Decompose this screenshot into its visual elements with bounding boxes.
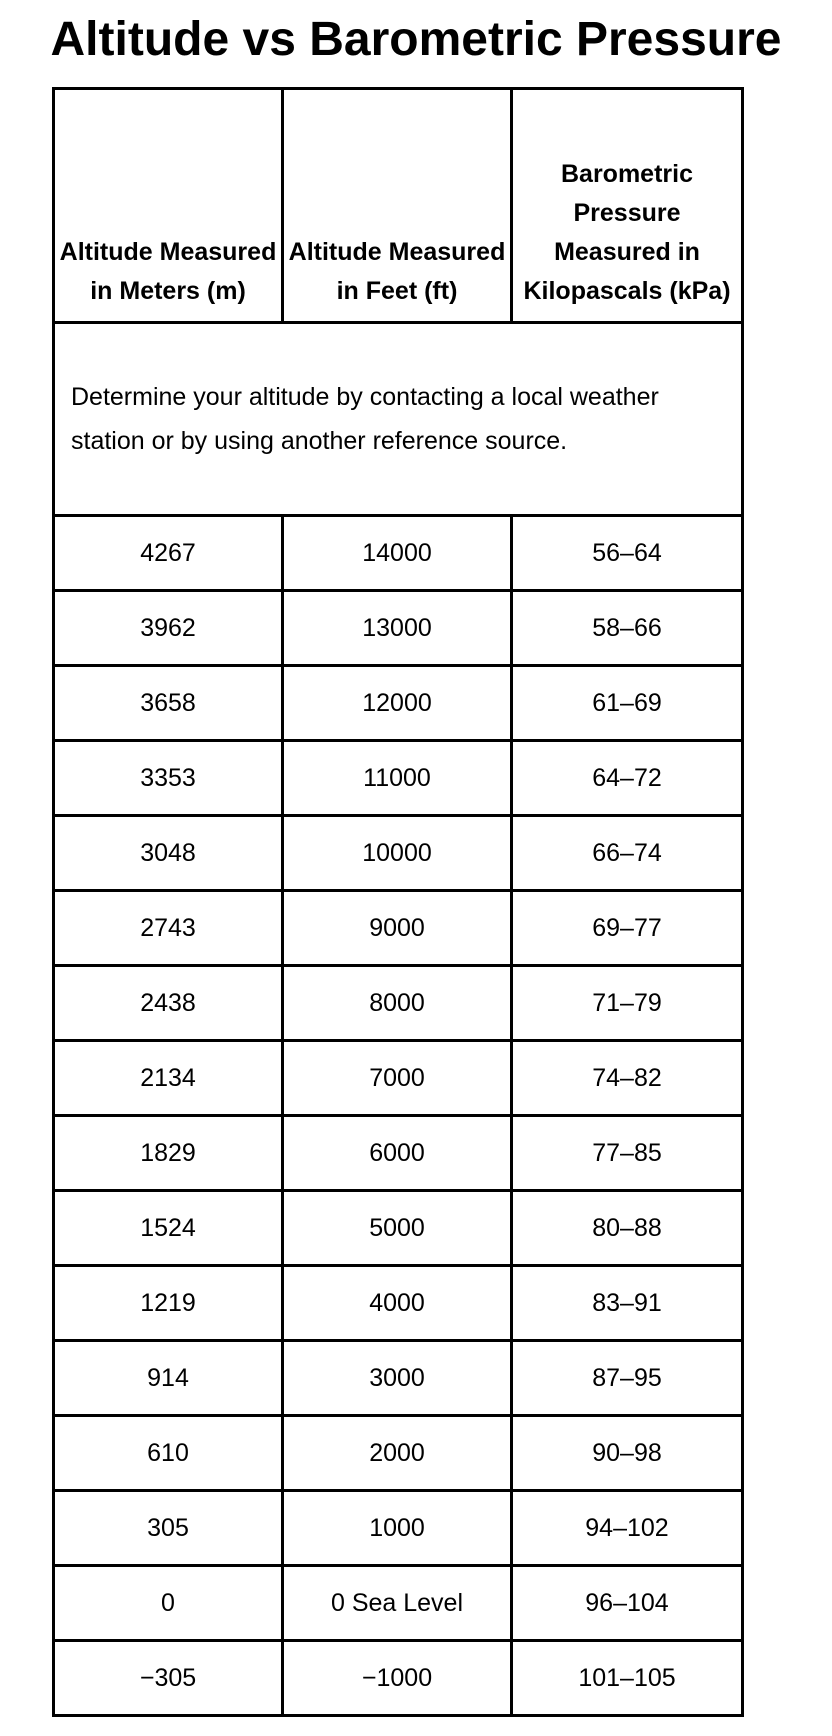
kilopascals-cell: 83–91 xyxy=(512,1266,743,1341)
header-kilopascals: Barometric Pressure Measured in Kilopascals (kPa) xyxy=(512,89,743,323)
table-row xyxy=(54,1041,743,1116)
kilopascals-cell: 66–74 xyxy=(512,816,743,891)
feet-cell: 0 Sea Level xyxy=(283,1566,512,1641)
table-row xyxy=(54,666,743,741)
header-feet: Altitude Measured in Feet (ft) xyxy=(283,89,512,323)
feet-cell: 6000 xyxy=(283,1116,512,1191)
table-row xyxy=(54,516,743,591)
header-meters: Altitude Measured in Meters (m) xyxy=(54,89,283,323)
table-row xyxy=(54,1491,743,1566)
altitude-pressure-table xyxy=(52,87,744,1717)
table-row xyxy=(54,1341,743,1416)
table-row xyxy=(54,1266,743,1341)
table-row xyxy=(54,1416,743,1491)
table-row xyxy=(54,1116,743,1191)
feet-cell: 14000 xyxy=(283,516,512,591)
meters-cell: 2438 xyxy=(54,966,283,1041)
feet-cell: 7000 xyxy=(283,1041,512,1116)
kilopascals-cell: 64–72 xyxy=(512,741,743,816)
feet-cell: 9000 xyxy=(283,891,512,966)
feet-cell: 2000 xyxy=(283,1416,512,1491)
meters-cell: 0 xyxy=(54,1566,283,1641)
kilopascals-cell: 71–79 xyxy=(512,966,743,1041)
meters-cell: 610 xyxy=(54,1416,283,1491)
kilopascals-cell: 74–82 xyxy=(512,1041,743,1116)
feet-cell: 13000 xyxy=(283,591,512,666)
table-row xyxy=(54,966,743,1041)
note-row xyxy=(54,323,743,516)
altitude-note: Determine your altitude by contacting a local weather station or by using another reference source. xyxy=(54,323,743,516)
kilopascals-cell: 61–69 xyxy=(512,666,743,741)
table-row xyxy=(54,1566,743,1641)
feet-cell: 5000 xyxy=(283,1191,512,1266)
meters-cell: 1524 xyxy=(54,1191,283,1266)
kilopascals-cell: 87–95 xyxy=(512,1341,743,1416)
table-row xyxy=(54,591,743,666)
kilopascals-cell: 96–104 xyxy=(512,1566,743,1641)
meters-cell: 3962 xyxy=(54,591,283,666)
meters-cell: 1219 xyxy=(54,1266,283,1341)
meters-cell: 3353 xyxy=(54,741,283,816)
feet-cell: 4000 xyxy=(283,1266,512,1341)
meters-cell: 4267 xyxy=(54,516,283,591)
meters-cell: 3048 xyxy=(54,816,283,891)
feet-cell: 10000 xyxy=(283,816,512,891)
table-row xyxy=(54,741,743,816)
kilopascals-cell: 58–66 xyxy=(512,591,743,666)
kilopascals-cell: 56–64 xyxy=(512,516,743,591)
kilopascals-cell: 77–85 xyxy=(512,1116,743,1191)
meters-cell: 3658 xyxy=(54,666,283,741)
meters-cell: 305 xyxy=(54,1491,283,1566)
header-row xyxy=(54,89,743,323)
table-row xyxy=(54,816,743,891)
page-title: Altitude vs Barometric Pressure xyxy=(50,13,782,66)
meters-cell: 2743 xyxy=(54,891,283,966)
kilopascals-cell: 80–88 xyxy=(512,1191,743,1266)
kilopascals-cell: 101–105 xyxy=(512,1641,743,1716)
meters-cell: 1829 xyxy=(54,1116,283,1191)
feet-cell: −1000 xyxy=(283,1641,512,1716)
feet-cell: 11000 xyxy=(283,741,512,816)
table-row xyxy=(54,891,743,966)
kilopascals-cell: 90–98 xyxy=(512,1416,743,1491)
table-row xyxy=(54,1641,743,1716)
kilopascals-cell: 69–77 xyxy=(512,891,743,966)
feet-cell: 8000 xyxy=(283,966,512,1041)
feet-cell: 12000 xyxy=(283,666,512,741)
feet-cell: 1000 xyxy=(283,1491,512,1566)
feet-cell: 3000 xyxy=(283,1341,512,1416)
table-row xyxy=(54,1191,743,1266)
meters-cell: −305 xyxy=(54,1641,283,1716)
kilopascals-cell: 94–102 xyxy=(512,1491,743,1566)
meters-cell: 914 xyxy=(54,1341,283,1416)
meters-cell: 2134 xyxy=(54,1041,283,1116)
